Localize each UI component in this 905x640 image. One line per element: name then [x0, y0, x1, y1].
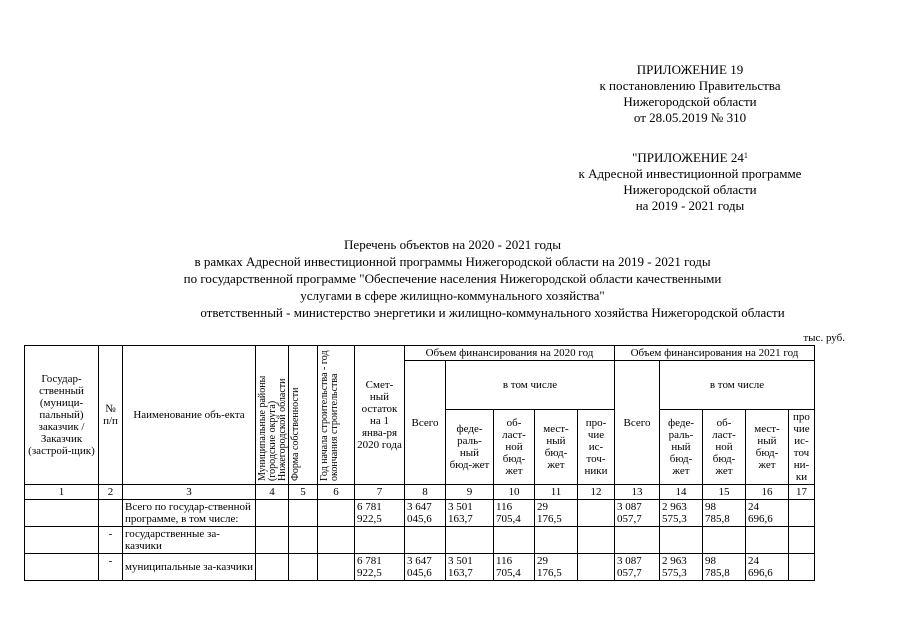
header-incl-2021: в том числе	[660, 361, 815, 410]
appendix2-line4: на 2019 - 2021 годы	[635, 198, 745, 213]
title-line4: услугами в сфере жилищно-коммунального хозяйства"	[300, 288, 605, 303]
colnum: 6	[318, 485, 355, 500]
cell-regional-2021: 98 785,8	[703, 500, 746, 527]
units-label: тыс. руб.	[803, 332, 845, 344]
appendix-line4: от 28.05.2019 № 310	[633, 110, 747, 125]
cell-total-2021	[615, 527, 660, 554]
colnum: 8	[405, 485, 446, 500]
appendix-header	[535, 62, 845, 126]
cell-regional-2020	[494, 527, 535, 554]
cell-num: -	[99, 527, 123, 554]
cell-years	[318, 527, 355, 554]
header-regional-2021: об-ласт-ной бюд-жет	[703, 410, 746, 485]
cell-regional-2020: 116 705,4	[494, 500, 535, 527]
colnum: 16	[746, 485, 789, 500]
header-name: Наименование объ-екта	[123, 346, 256, 485]
header-years-text: Год начала строительства - год окончания строительства	[319, 350, 340, 481]
colnum: 1	[25, 485, 99, 500]
appendix2-line1-text: "ПРИЛОЖЕНИЕ 24	[632, 150, 744, 165]
colnum: 17	[789, 485, 815, 500]
cell-local-2021: 24 696,6	[746, 554, 789, 581]
cell-balance: 6 781 922,5	[355, 500, 405, 527]
cell-years	[318, 554, 355, 581]
cell-local-2021	[746, 527, 789, 554]
header-other-2020: про-чие ис-точ-ники	[578, 410, 615, 485]
header-municipal-text: Муниципальные районы (городские округа) Нижегородской области	[257, 375, 288, 481]
colnum: 10	[494, 485, 535, 500]
colnum: 2	[99, 485, 123, 500]
cell-local-2020	[535, 527, 578, 554]
cell-ownership	[289, 500, 318, 527]
header-regional-2020: об-ласт-ной бюд-жет	[494, 410, 535, 485]
header-total-2021: Всего	[615, 361, 660, 485]
cell-regional-2021	[703, 527, 746, 554]
cell-regional-2021: 98 785,8	[703, 554, 746, 581]
appendix-line1: ПРИЛОЖЕНИЕ 19	[636, 62, 744, 77]
cell-num: -	[99, 554, 123, 581]
cell-local-2020: 29 176,5	[535, 554, 578, 581]
cell-balance: 6 781 922,5	[355, 554, 405, 581]
cell-name: муниципальные за-казчики	[123, 554, 256, 581]
colnum: 14	[660, 485, 703, 500]
header-ownership-text: Форма собственности	[290, 387, 301, 481]
cell-customer	[25, 500, 99, 527]
cell-federal-2020	[446, 527, 494, 554]
title-line5: ответственный - министерство энергетики и жилищно-коммунального хозяйства Нижегородской области	[200, 305, 785, 320]
appendix2-line3: Нижегородской области	[623, 182, 757, 197]
title-line1: Перечень объектов на 2020 - 2021 годы	[344, 237, 561, 252]
appendix2-sup: 1	[743, 151, 748, 160]
colnum: 9	[446, 485, 494, 500]
cell-years	[318, 500, 355, 527]
colnum: 3	[123, 485, 256, 500]
cell-municipal	[256, 527, 289, 554]
header-incl-2020: в том числе	[446, 361, 615, 410]
cell-name: Всего по государ-ственной программе, в том числе:	[123, 500, 256, 527]
header-local-2021: мест-ный бюд-жет	[746, 410, 789, 485]
header-total-2020: Всего	[405, 361, 446, 485]
cell-ownership	[289, 554, 318, 581]
cell-total-2020: 3 647 045,6	[405, 500, 446, 527]
colnum: 13	[615, 485, 660, 500]
header-2020: Объем финансирования на 2020 год	[405, 346, 615, 361]
appendix2-line2: к Адресной инвестиционной программе	[578, 166, 802, 181]
document-title	[0, 236, 905, 321]
column-number-row	[25, 485, 815, 500]
cell-other-2020	[578, 527, 615, 554]
colnum: 5	[289, 485, 318, 500]
appendix2-line1	[535, 150, 845, 166]
header-municipal	[256, 346, 289, 485]
title-line2: в рамках Адресной инвестиционной программы Нижегородской области на 2019 - 2021 годы	[194, 254, 711, 269]
table-row	[25, 554, 815, 581]
cell-other-2020	[578, 554, 615, 581]
appendix-line3: Нижегородской области	[623, 94, 757, 109]
colnum: 11	[535, 485, 578, 500]
cell-federal-2021	[660, 527, 703, 554]
cell-num	[99, 500, 123, 527]
cell-other-2020	[578, 500, 615, 527]
cell-local-2021: 24 696,6	[746, 500, 789, 527]
cell-customer	[25, 527, 99, 554]
cell-local-2020: 29 176,5	[535, 500, 578, 527]
colnum: 4	[256, 485, 289, 500]
cell-municipal	[256, 554, 289, 581]
cell-other-2021	[789, 527, 815, 554]
cell-total-2021: 3 087 057,7	[615, 554, 660, 581]
header-other-2021: про чие ис-точ ни-ки	[789, 410, 815, 485]
cell-other-2021	[789, 554, 815, 581]
header-federal-2021: феде-раль-ный бюд-жет	[660, 410, 703, 485]
cell-federal-2021: 2 963 575,3	[660, 500, 703, 527]
header-customer: Государ-ственный (муници-пальный) заказчик /Заказчик (застрой-щик)	[25, 346, 99, 485]
cell-total-2020: 3 647 045,6	[405, 554, 446, 581]
header-local-2020: мест-ный бюд-жет	[535, 410, 578, 485]
header-years	[318, 346, 355, 485]
cell-balance	[355, 527, 405, 554]
title-line3: по государственной программе "Обеспечение населения Нижегородской области качественными	[183, 271, 722, 286]
cell-total-2021: 3 087 057,7	[615, 500, 660, 527]
objects-table	[24, 345, 815, 581]
colnum: 12	[578, 485, 615, 500]
header-ownership	[289, 346, 318, 485]
cell-total-2020	[405, 527, 446, 554]
cell-federal-2020: 3 501 163,7	[446, 500, 494, 527]
colnum: 15	[703, 485, 746, 500]
cell-regional-2020: 116 705,4	[494, 554, 535, 581]
cell-municipal	[256, 500, 289, 527]
header-num: № п/п	[99, 346, 123, 485]
cell-customer	[25, 554, 99, 581]
header-federal-2020: феде-раль-ный бюд-жет	[446, 410, 494, 485]
header-row-1	[25, 346, 815, 361]
table-row	[25, 527, 815, 554]
appendix2-header	[535, 150, 845, 214]
cell-federal-2021: 2 963 575,3	[660, 554, 703, 581]
cell-federal-2020: 3 501 163,7	[446, 554, 494, 581]
appendix-line2: к постановлению Правительства	[599, 78, 781, 93]
cell-other-2021	[789, 500, 815, 527]
header-2021: Объем финансирования на 2021 год	[615, 346, 815, 361]
cell-ownership	[289, 527, 318, 554]
table-row	[25, 500, 815, 527]
cell-name: государственные за-казчики	[123, 527, 256, 554]
colnum: 7	[355, 485, 405, 500]
header-balance: Смет-ный остаток на 1 янва-ря 2020 года	[355, 346, 405, 485]
